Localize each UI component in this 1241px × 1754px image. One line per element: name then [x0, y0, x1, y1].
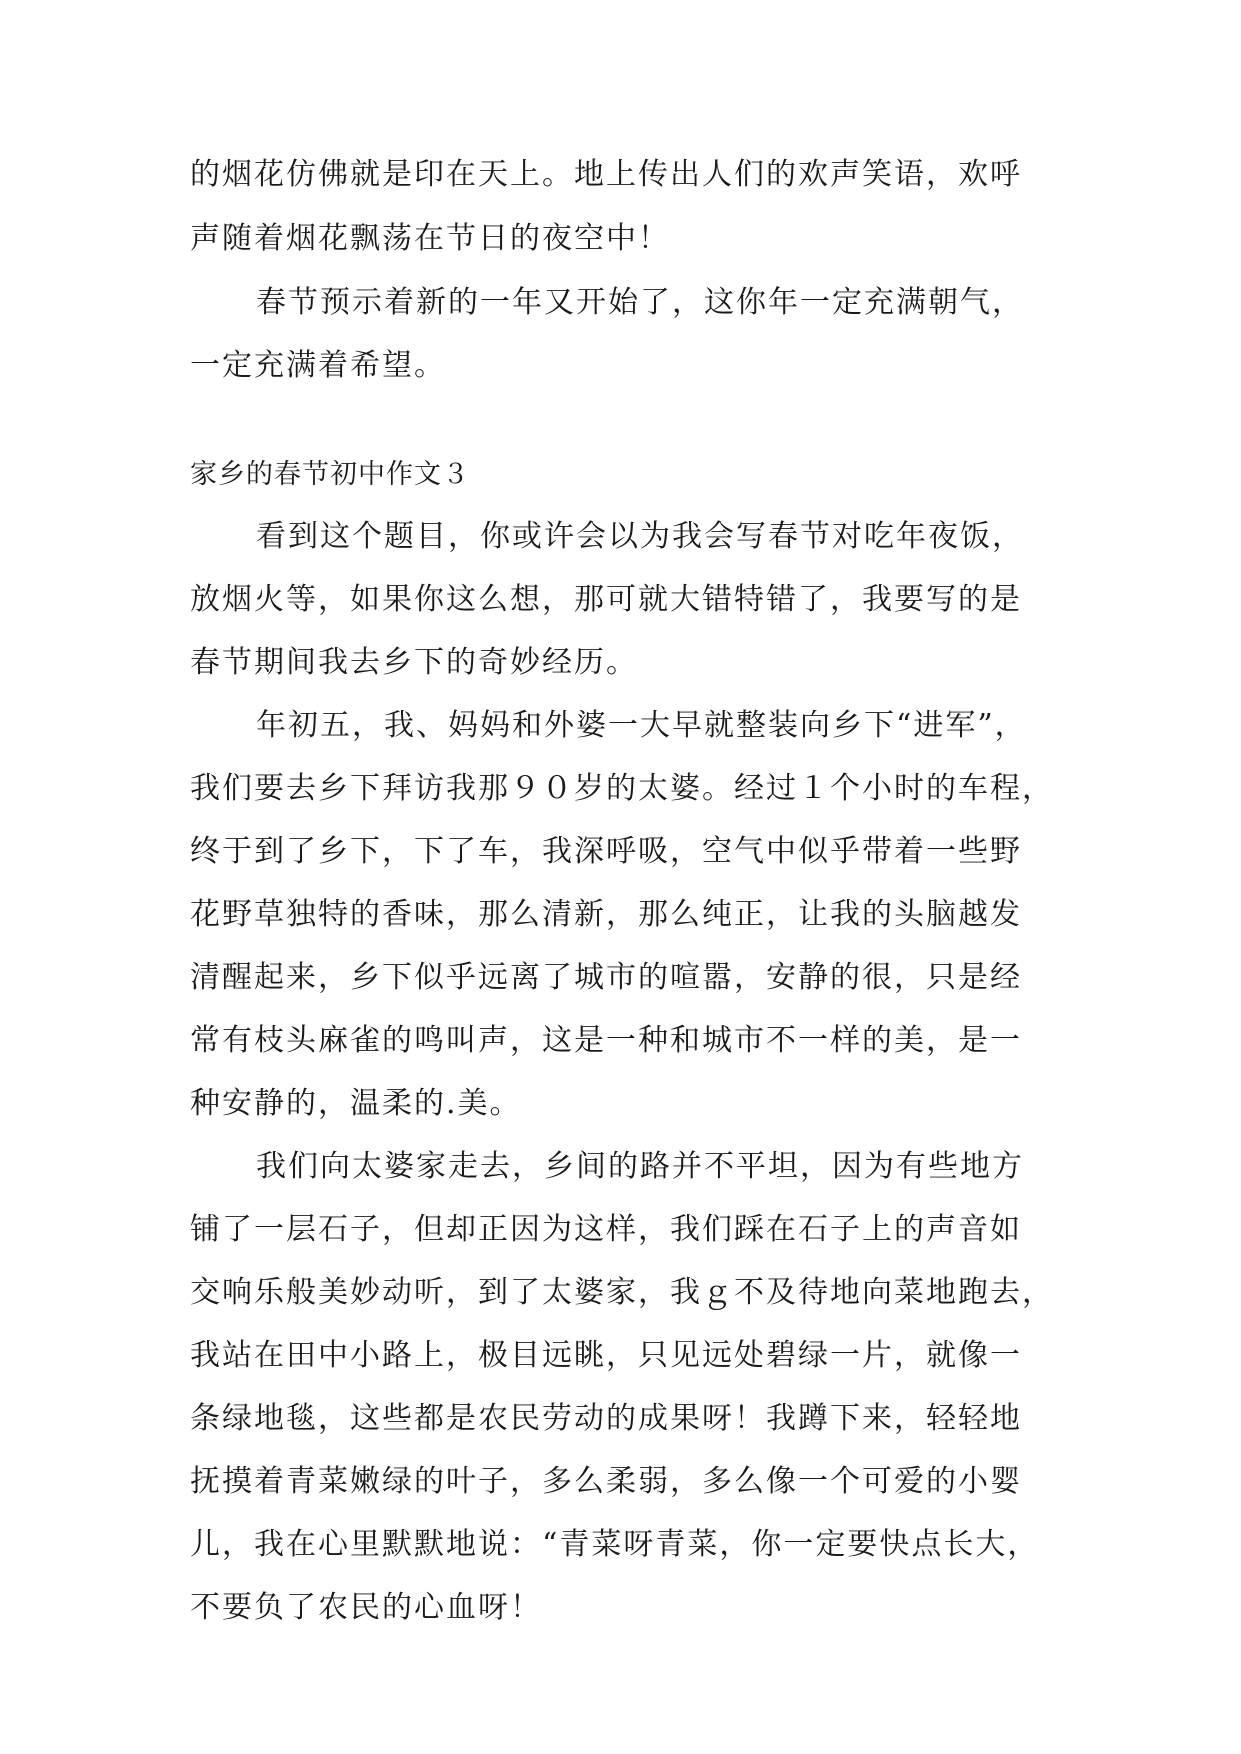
paragraph-first-line: 年初五，我、妈妈和外婆一大早就整装向乡下“进军”， [256, 708, 1027, 743]
text-line: 一定充满着希望。 [190, 348, 446, 383]
text-line: 铺了一层石子，但却正因为这样，我们踩在石子上的声音如 [190, 1212, 1022, 1247]
text-line: 儿，我在心里默默地说：“青菜呀青菜，你一定要快点长大， [190, 1527, 1040, 1562]
text-line: 的烟花仿佛就是印在天上。地上传出人们的欢声笑语，欢呼 [190, 157, 1022, 192]
text-line: 常有枝头麻雀的鸣叫声，这是一种和城市不一样的美，是一 [190, 1023, 1022, 1058]
paragraph-first-line: 我们向太婆家走去，乡间的路并不平坦，因为有些地方 [256, 1149, 1024, 1184]
text-line: 春节期间我去乡下的奇妙经历。 [190, 645, 638, 680]
text-line: 清醒起来，乡下似乎远离了城市的喧嚣，安静的很，只是经 [190, 960, 1022, 995]
text-line: 种安静的，温柔的.美。 [190, 1086, 522, 1121]
text-line: 花野草独特的香味，那么清新，那么纯正，让我的头脑越发 [190, 897, 1022, 932]
text-line: 条绿地毯，这些都是农民劳动的成果呀！我蹲下来，轻轻地 [190, 1401, 1022, 1436]
text-line: 不要负了农民的心血呀！ [190, 1590, 542, 1625]
paragraph-first-line: 春节预示着新的一年又开始了，这你年一定充满朝气， [256, 285, 1024, 320]
text-line: 终于到了乡下，下了车，我深呼吸，空气中似乎带着一些野 [190, 834, 1022, 869]
text-line: 交响乐般美妙动听，到了太婆家，我ｇ不及待地向菜地跑去， [190, 1275, 1054, 1310]
section-title: 家乡的春节初中作文３ [190, 459, 470, 490]
text-line: 声随着烟花飘荡在节日的夜空中！ [190, 221, 670, 256]
paragraph-first-line: 看到这个题目，你或许会以为我会写春节对吃年夜饭， [256, 519, 1024, 554]
text-line: 我们要去乡下拜访我那９０岁的太婆。经过１个小时的车程， [190, 771, 1054, 806]
text-line: 我站在田中小路上，极目远眺，只见远处碧绿一片，就像一 [190, 1338, 1022, 1373]
text-line: 放烟火等，如果你这么想，那可就大错特错了，我要写的是 [190, 582, 1022, 617]
text-line: 抚摸着青菜嫩绿的叶子，多么柔弱，多么像一个可爱的小婴 [190, 1464, 1022, 1499]
